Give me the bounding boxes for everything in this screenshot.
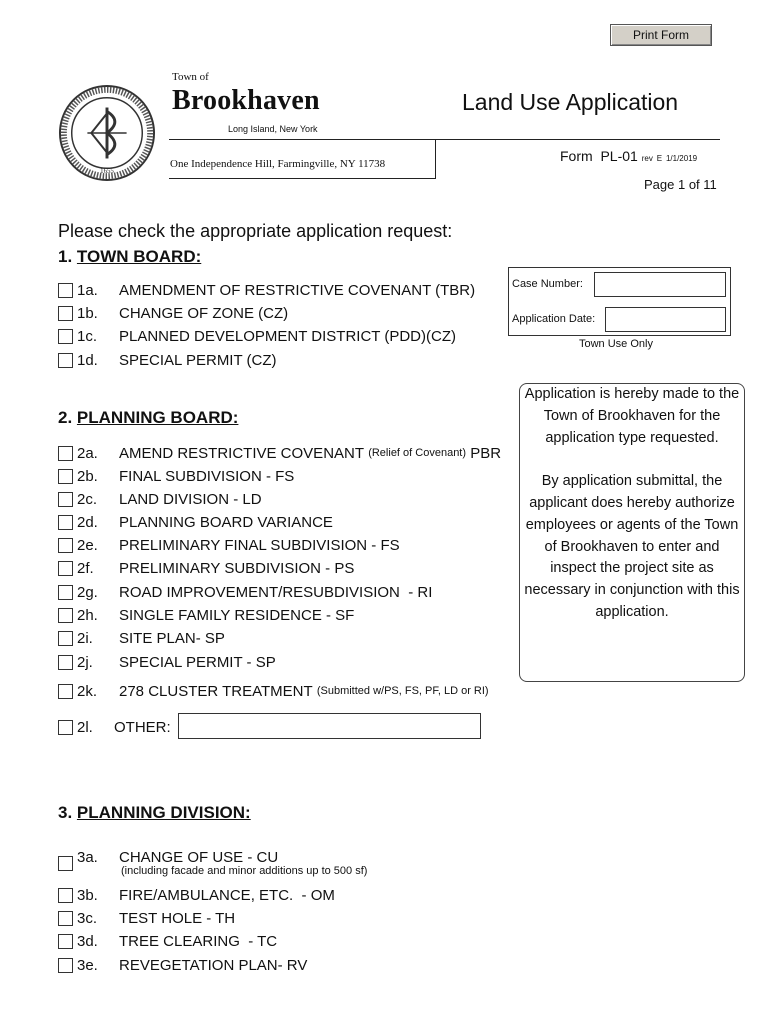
checkbox-3a[interactable] (58, 856, 73, 871)
checkbox-1c[interactable] (58, 329, 73, 344)
other-input[interactable] (178, 713, 481, 739)
application-date-field[interactable] (605, 307, 726, 332)
option-2c: 2c. LAND DIVISION - LD (58, 489, 262, 509)
option-2a: 2a. AMEND RESTRICTIVE COVENANT (Relief of Covenant) PBR (58, 443, 501, 463)
option-2j: 2j. SPECIAL PERMIT - SP (58, 652, 276, 672)
town-of-label: Town of (172, 71, 209, 83)
checkbox-3c[interactable] (58, 911, 73, 926)
checkbox-3e[interactable] (58, 958, 73, 973)
section-3-heading: 3. PLANNING DIVISION: (58, 803, 251, 822)
checkbox-1d[interactable] (58, 353, 73, 368)
location-label: Long Island, New York (228, 124, 318, 134)
checkbox-3d[interactable] (58, 934, 73, 949)
case-number-label: Case Number: (512, 278, 583, 290)
page-indicator: Page 1 of 11 (644, 177, 717, 192)
checkbox-2j[interactable] (58, 655, 73, 670)
town-use-box (508, 267, 731, 336)
checkbox-2f[interactable] (58, 561, 73, 576)
option-2g: 2g. ROAD IMPROVEMENT/RESUBDIVISION - RI (58, 582, 432, 602)
option-2k: 2k. 278 CLUSTER TREATMENT (Submitted w/PS, FS, PF, LD or RI) (58, 681, 489, 701)
town-name: Brookhaven (172, 85, 320, 116)
note-3a: (including facade and minor additions up to 500 sf) (121, 865, 368, 877)
application-date-label: Application Date: (512, 313, 596, 325)
svg-text:1655: 1655 (100, 168, 114, 176)
option-2d: 2d. PLANNING BOARD VARIANCE (58, 512, 333, 532)
option-3c: 3c. TEST HOLE - TH (58, 908, 235, 928)
form-number: Form PL-01 rev E 1/1/2019 (560, 148, 698, 164)
section-2-heading: 2. PLANNING BOARD: (58, 408, 239, 427)
checkbox-2d[interactable] (58, 515, 73, 530)
option-3a: 3a. CHANGE OF USE - CU (58, 848, 278, 866)
checkbox-2i[interactable] (58, 631, 73, 646)
option-2e: 2e. PRELIMINARY FINAL SUBDIVISION - FS (58, 535, 400, 555)
option-1a: 1a. AMENDMENT OF RESTRICTIVE COVENANT (TBR) (58, 280, 475, 300)
option-2f: 2f. PRELIMINARY SUBDIVISION - PS (58, 558, 354, 578)
authorization-notice (519, 383, 745, 682)
instruction-prompt: Please check the appropriate application request: (58, 221, 453, 241)
option-2l: 2l. OTHER: (58, 717, 171, 737)
checkbox-2c[interactable] (58, 492, 73, 507)
option-2i: 2i. SITE PLAN- SP (58, 628, 225, 648)
notice-paragraph-1: Application is hereby made to the Town of Brookhaven for the application type requested. (524, 386, 740, 446)
town-seal-logo (58, 84, 156, 182)
option-2b: 2b. FINAL SUBDIVISION - FS (58, 466, 294, 486)
header-rule (430, 139, 720, 140)
checkbox-3b[interactable] (58, 888, 73, 903)
option-1c: 1c. PLANNED DEVELOPMENT DISTRICT (PDD)(CZ) (58, 326, 456, 346)
checkbox-2b[interactable] (58, 469, 73, 484)
option-1d: 1d. SPECIAL PERMIT (CZ) (58, 350, 277, 370)
town-use-only-label: Town Use Only (579, 338, 653, 350)
print-form-button[interactable]: Print Form (610, 24, 712, 46)
option-2h: 2h. SINGLE FAMILY RESIDENCE - SF (58, 605, 354, 625)
checkbox-2h[interactable] (58, 608, 73, 623)
notice-paragraph-2: By application submittal, the applicant does hereby authorize employees or agents of the Town of Brookhaven to enter and inspect the project site as necessary in conjunction with this application. (524, 473, 740, 620)
option-3e: 3e. REVEGETATION PLAN- RV (58, 955, 307, 975)
checkbox-1b[interactable] (58, 306, 73, 321)
checkbox-2l[interactable] (58, 720, 73, 735)
checkbox-2e[interactable] (58, 538, 73, 553)
page-title: Land Use Application (462, 89, 679, 115)
case-number-field[interactable] (594, 272, 726, 297)
option-3d: 3d. TREE CLEARING - TC (58, 931, 277, 951)
checkbox-2a[interactable] (58, 446, 73, 461)
address-text: One Independence Hill, Farmingville, NY 11738 (170, 158, 386, 170)
section-1-heading: 1. TOWN BOARD: (58, 247, 202, 266)
checkbox-2g[interactable] (58, 585, 73, 600)
option-3b: 3b. FIRE/AMBULANCE, ETC. - OM (58, 885, 335, 905)
checkbox-2k[interactable] (58, 684, 73, 699)
checkbox-1a[interactable] (58, 283, 73, 298)
option-1b: 1b. CHANGE OF ZONE (CZ) (58, 303, 288, 323)
